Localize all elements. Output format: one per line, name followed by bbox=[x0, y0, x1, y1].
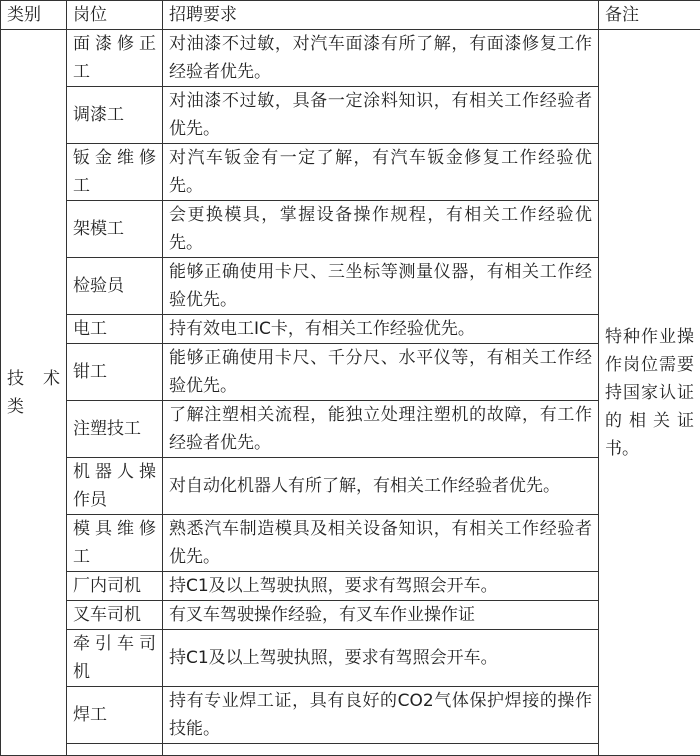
position-cell: 厂内司机 bbox=[67, 572, 163, 601]
position-cell: 电工 bbox=[67, 315, 163, 344]
header-remarks: 备注 bbox=[599, 1, 700, 30]
table-row bbox=[1, 258, 700, 315]
position-cell: 机器人操作员 bbox=[67, 458, 163, 515]
requirement-cell: 对自动化机器人有所了解，有相关工作经验者优先。 bbox=[163, 458, 599, 515]
position-cell: 叉车司机 bbox=[67, 601, 163, 630]
requirement-cell: 有叉车驾驶操作经验，有叉车作业操作证 bbox=[163, 601, 599, 630]
requirement-cell: 持有专业焊工证，具有良好的CO2气体保护焊接的操作技能。 bbox=[163, 687, 599, 744]
header-row bbox=[1, 1, 700, 30]
position-cell: 牵引车司机 bbox=[67, 630, 163, 687]
position-cell: 注塑技工 bbox=[67, 401, 163, 458]
category-cell: 技 术 类 bbox=[1, 30, 67, 756]
requirement-cell: 会更换模具，掌握设备操作规程，有相关工作经验优先。 bbox=[163, 201, 599, 258]
header-category: 类别 bbox=[1, 1, 67, 30]
position-cell: 架模工 bbox=[67, 201, 163, 258]
requirement-cell: 能够正确使用卡尺、千分尺、水平仪等，有相关工作经验优先。 bbox=[163, 344, 599, 401]
position-cell: 钳工 bbox=[67, 344, 163, 401]
position-cell: 调漆工 bbox=[67, 87, 163, 144]
table-row bbox=[1, 30, 700, 87]
header-requirements: 招聘要求 bbox=[163, 1, 599, 30]
position-cell: 模具维修工 bbox=[67, 515, 163, 572]
requirement-cell: 持C1及以上驾驶执照，要求有驾照会开车。 bbox=[163, 630, 599, 687]
table-row bbox=[1, 515, 700, 572]
remark-cell: 特种作业操作岗位需要持国家认证的相关证书。 bbox=[599, 30, 700, 756]
header-position: 岗位 bbox=[67, 1, 163, 30]
table-row bbox=[1, 458, 700, 515]
table-row bbox=[1, 201, 700, 258]
requirement-cell: 熟悉汽车制造模具及相关设备知识，有相关工作经验者优先。 bbox=[163, 515, 599, 572]
table-row bbox=[1, 401, 700, 458]
table-row bbox=[1, 144, 700, 201]
table-row bbox=[1, 87, 700, 144]
requirement-cell: 持有效电工IC卡，有相关工作经验优先。 bbox=[163, 315, 599, 344]
table-row bbox=[1, 572, 700, 601]
table-row bbox=[1, 315, 700, 344]
requirement-cell: 对汽车钣金有一定了解，有汽车钣金修复工作经验优先。 bbox=[163, 144, 599, 201]
requirement-cell: 持C1及以上驾驶执照，要求有驾照会开车。 bbox=[163, 572, 599, 601]
requirement-cell: 能够正确使用卡尺、三坐标等测量仪器，有相关工作经验优先。 bbox=[163, 258, 599, 315]
requirement-cell bbox=[163, 744, 599, 756]
position-cell: 检验员 bbox=[67, 258, 163, 315]
table-row bbox=[1, 630, 700, 687]
table-row bbox=[1, 344, 700, 401]
table-row bbox=[1, 744, 700, 756]
table-row bbox=[1, 601, 700, 630]
position-cell: 钣金维修工 bbox=[67, 144, 163, 201]
requirement-cell: 对油漆不过敏，对汽车面漆有所了解，有面漆修复工作经验者优先。 bbox=[163, 30, 599, 87]
requirement-cell: 对油漆不过敏，具备一定涂料知识，有相关工作经验者优先。 bbox=[163, 87, 599, 144]
position-cell bbox=[67, 744, 163, 756]
position-cell: 面漆修正工 bbox=[67, 30, 163, 87]
table-row bbox=[1, 687, 700, 744]
position-cell: 焊工 bbox=[67, 687, 163, 744]
requirement-cell: 了解注塑相关流程，能独立处理注塑机的故障，有工作经验者优先。 bbox=[163, 401, 599, 458]
